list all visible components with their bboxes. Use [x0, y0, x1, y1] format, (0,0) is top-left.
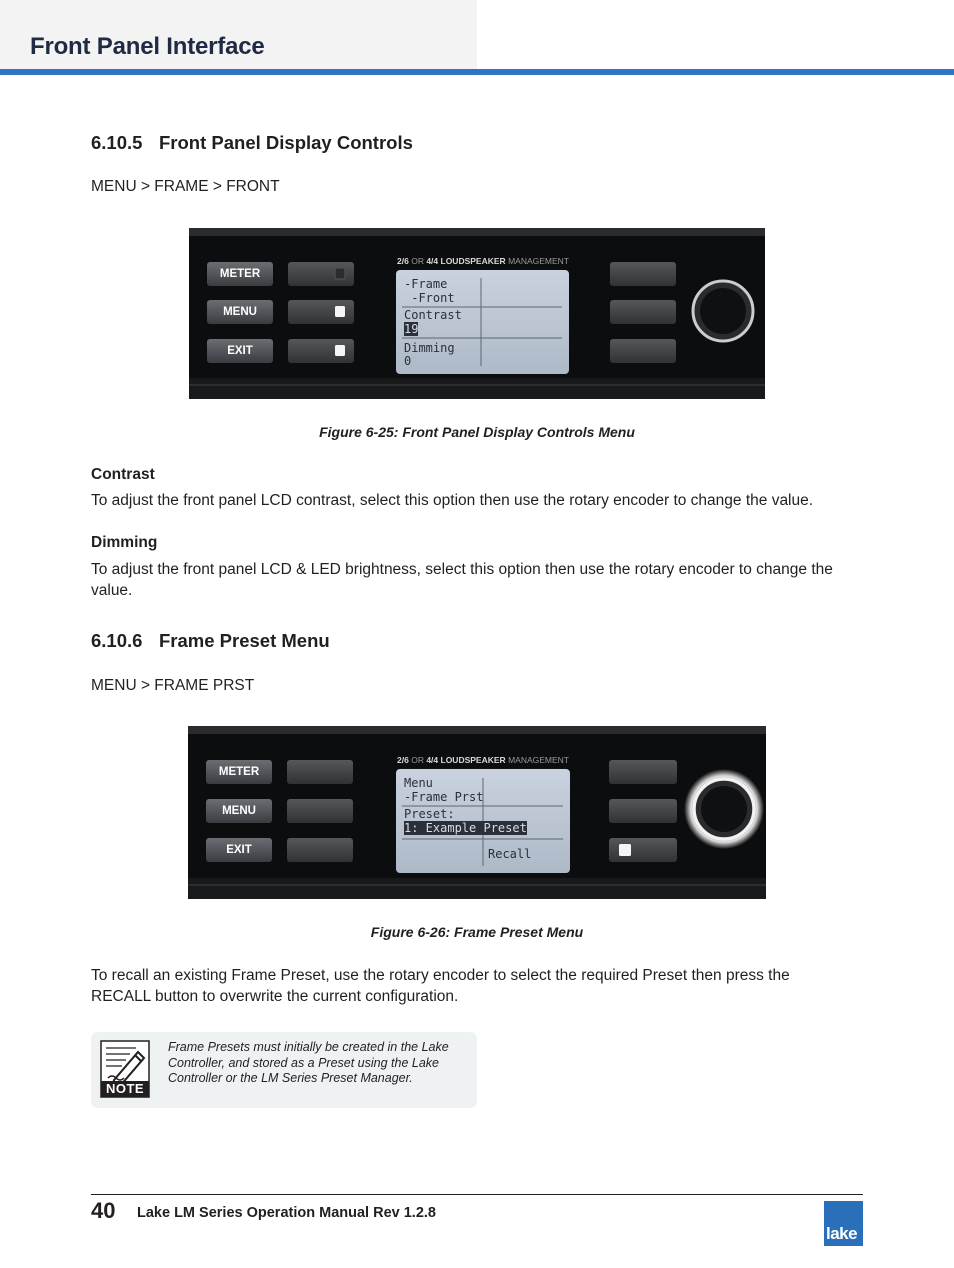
- note-box: [91, 1032, 477, 1108]
- note-text: Frame Presets must initially be created in the Lake Controller, and stored as a Preset using the Lake Controller or the LM Series Preset Manager.: [168, 1040, 449, 1085]
- softkey-right-2: [610, 300, 676, 324]
- exit-button: EXIT: [227, 345, 253, 357]
- lcd-line-6: 0: [404, 354, 412, 368]
- contrast-heading: Contrast: [91, 466, 155, 483]
- lake-logo-text: lake: [826, 1224, 858, 1243]
- front-panel-photo-2: [188, 726, 766, 899]
- meter-button: METER: [219, 268, 261, 280]
- lcd-line-2: -Frame Prst: [404, 790, 484, 804]
- softkey-2: [287, 799, 353, 823]
- exit-button: EXIT: [226, 844, 252, 856]
- meter-button: METER: [218, 766, 260, 778]
- softkey-right-2: [609, 799, 677, 823]
- softkey-right-3: [610, 339, 676, 363]
- lcd-text-area: [396, 270, 569, 374]
- lcd-line-2: -Front: [404, 291, 455, 305]
- lcd-line-3: Contrast: [404, 308, 462, 322]
- panel-model-label: 2/6 OR 4/4 LOUDSPEAKER MANAGEMENT: [397, 755, 569, 765]
- recall-paragraph: To recall an existing Frame Preset, use the rotary encoder to select the required Preset then press the RECALL button to overwrite the current configuration.: [91, 967, 790, 1005]
- menu-path: MENU > FRAME > FRONT: [91, 178, 280, 195]
- lcd-text-area: [396, 769, 570, 873]
- section-number: 6.10.6: [91, 630, 143, 651]
- menu-path: MENU > FRAME PRST: [91, 677, 255, 694]
- lcd-line-1: Menu: [404, 776, 433, 790]
- panel-model-label: 2/6 OR 4/4 LOUDSPEAKER MANAGEMENT: [397, 256, 569, 266]
- footer-rule: [91, 1194, 863, 1195]
- section-heading-6-10-5: [91, 132, 413, 154]
- page-title: Front Panel Interface: [30, 33, 265, 60]
- lcd-line-1: -Frame: [404, 277, 448, 291]
- softkey-1: [287, 760, 353, 784]
- led-recall: [619, 844, 631, 856]
- page-number: 40: [91, 1198, 116, 1223]
- section-number: 6.10.5: [91, 132, 143, 153]
- lcd-recall: Recall: [488, 847, 532, 861]
- lcd-line-5: Dimming: [404, 341, 455, 355]
- front-panel-photo-1: [189, 228, 765, 399]
- contrast-body: To adjust the front panel LCD contrast, select this option then use the rotary encoder to change the value.: [91, 492, 814, 509]
- lcd-line-4: 19: [404, 322, 419, 336]
- dimming-heading: Dimming: [91, 534, 158, 551]
- note-label: NOTE: [105, 1081, 145, 1096]
- section-title: Front Panel Display Controls: [159, 132, 413, 153]
- figure-caption-6-25: Figure 6-25: Front Panel Display Controls Menu: [319, 424, 635, 440]
- dimming-body: To adjust the front panel LCD & LED brightness, select this option then use the rotary encoder to change the value.: [91, 561, 833, 599]
- figure-caption-6-26: Figure 6-26: Frame Preset Menu: [370, 924, 584, 940]
- menu-button: MENU: [222, 805, 256, 817]
- softkey-right-1: [610, 262, 676, 286]
- menu-button: MENU: [223, 306, 257, 318]
- lake-logo: [824, 1201, 863, 1246]
- section-title: Frame Preset Menu: [159, 630, 330, 651]
- lcd-line-4: 1: Example Preset: [404, 821, 527, 835]
- header-rule: [0, 69, 954, 75]
- section-heading-6-10-6: [91, 630, 330, 652]
- led-2: [335, 306, 345, 317]
- softkey-3: [287, 838, 353, 862]
- rotary-encoder-knob: [700, 288, 746, 334]
- softkey-right-1: [609, 760, 677, 784]
- rotary-encoder-knob: [701, 786, 747, 832]
- lcd-line-3: Preset:: [404, 807, 455, 821]
- footer-title: Lake LM Series Operation Manual Rev 1.2.8: [137, 1205, 436, 1221]
- led-3: [335, 345, 345, 356]
- led-1: [335, 268, 345, 279]
